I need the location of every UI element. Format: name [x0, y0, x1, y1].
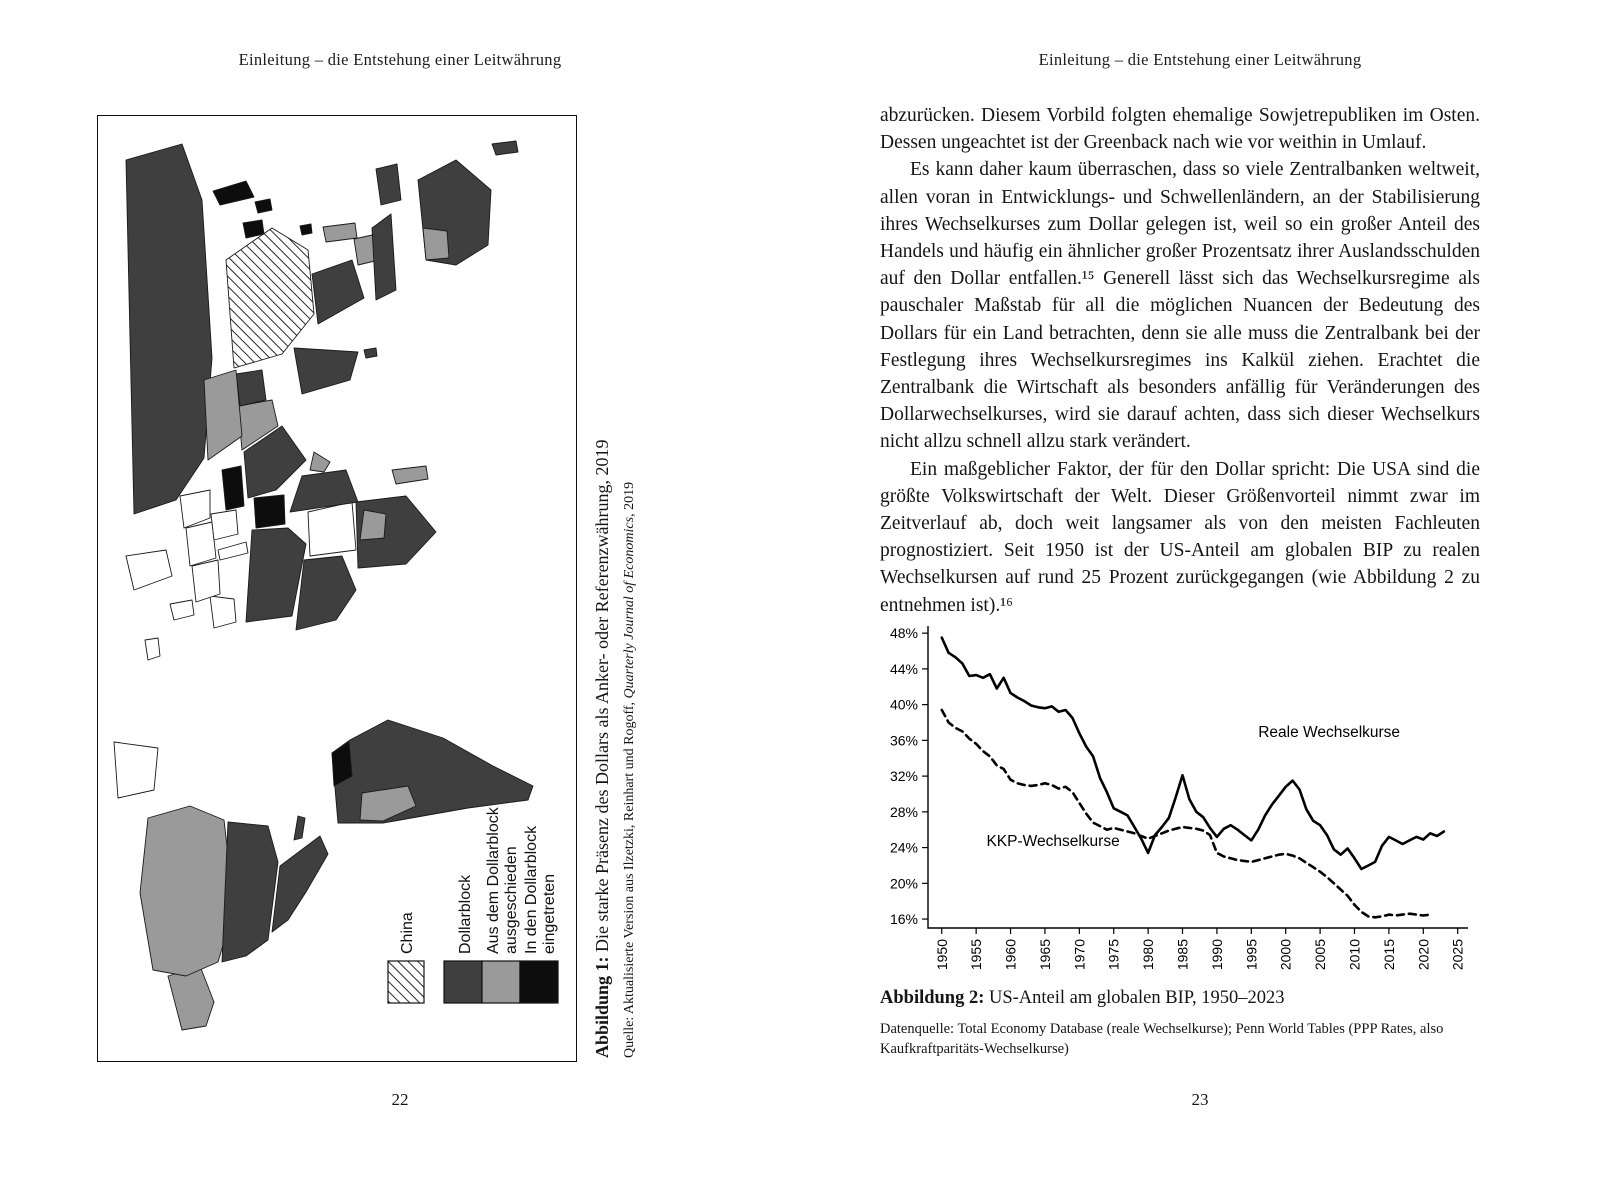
svg-text:2020: 2020 [1415, 939, 1432, 971]
map-central-europe [186, 522, 216, 566]
map-kazakhstan [204, 370, 242, 460]
page-number-right: 23 [1191, 1090, 1209, 1109]
map-iceland [145, 638, 160, 660]
map-caribbean [294, 816, 305, 840]
world-map [98, 116, 573, 1058]
figure-2-caption [880, 988, 1480, 1009]
map-italy [218, 542, 248, 560]
page-number-left: 22 [391, 1090, 409, 1109]
figure-2-caption-text: US-Anteil am globalen BIP, 1950–2023 [984, 988, 1285, 1008]
map-eastern-europe [180, 490, 210, 528]
legend-swatch-dollarblock [444, 961, 482, 1003]
svg-text:1970: 1970 [1071, 939, 1088, 971]
figure-2-source: Datenquelle: Total Economy Database (reale Wechselkurse); Penn World Tables (PPP Rates, also Kaufkraftparitäts-Wechselkurse) [880, 1021, 1444, 1057]
legend-label-eingetreten-1: In den Dollarblock [523, 825, 540, 954]
map-iberia [210, 596, 236, 628]
map-china-hatched [226, 228, 314, 368]
map-scandinavia [126, 550, 172, 590]
svg-text:1950: 1950 [933, 939, 950, 971]
map-greenland [114, 742, 158, 798]
map-southeast-asia [312, 260, 364, 324]
figure-1-caption-label: Abbildung 1: [592, 956, 612, 1058]
legend-label-ausgeschieden-1: Aus dem Dollarblock [485, 807, 502, 954]
map-new-zealand [492, 141, 518, 155]
svg-text:24%: 24% [889, 839, 918, 856]
map-horn-of-africa [310, 452, 330, 472]
map-west-africa [296, 556, 356, 630]
svg-text:1965: 1965 [1036, 939, 1053, 971]
svg-text:2015: 2015 [1380, 939, 1397, 971]
map-alaska [168, 966, 214, 1030]
svg-text:48%: 48% [889, 625, 918, 642]
paragraph-3: Ein maßgeblicher Faktor, der für den Dollar spricht: Die USA sind die größte Volkswirtschaft der Welt. Dieser Größenvorteil nimmt zwar im Zeitverlauf ab, doch weit langsamer als von den meisten Fachleuten prognostiziert. Seit 1950 ist der US-Anteil am globalen BIP zu realen Wechselkursen auf rund 25 Prozent zurückgegangen (wie Abbildung 2 zu entnehmen ist).¹⁶ [880, 458, 1480, 616]
map-sri-lanka [364, 348, 377, 358]
map-mexico [272, 836, 328, 932]
gdp-share-line-chart [876, 612, 1488, 984]
svg-text:44%: 44% [889, 660, 918, 677]
figure-2-chart [876, 612, 1488, 984]
svg-text:1960: 1960 [1002, 939, 1019, 971]
map-zambia [360, 510, 386, 540]
paragraph-2: Es kann daher kaum überraschen, dass so viele Zentralbanken weltweit, allen voran in Entwicklungs- und Schwellenländern, an der Stabilisierung ihres Wechselkurses zum Dollar gelegen ist, weil so ein großer Anteil des Handels und häufig ein ähnlicher großer Prozentsatz ihrer Auslandsschulden auf den Dollar entfallen.¹⁵ Generell lässt sich das Wechselkursregime als pauschaler Maßstab für all die möglichen Nuancen der Bedeutung des Dollars für ein Land betrachten, denn sie alle muss die Zentralbank bei der Festlegung ihres Wechselkursregimes ins Kalkül ziehen. Erachtet die Zentralbank die Wirtschaft als besonders anfällig für Veränderungen des Dollarwechselkurses, wird sie darauf achten, dass sich dieser Wechselkurs nicht allzu schnell allzu stark verändert. [880, 159, 1480, 453]
svg-text:2010: 2010 [1346, 939, 1363, 971]
map-legend [388, 806, 558, 1003]
svg-text:20%: 20% [889, 875, 918, 892]
svg-text:1995: 1995 [1243, 939, 1260, 971]
svg-text:40%: 40% [889, 696, 918, 713]
legend-label-eingetreten-2: eingetreten [541, 873, 558, 954]
svg-text:1985: 1985 [1174, 939, 1191, 971]
legend-label-china: China [399, 912, 416, 954]
figure-1-caption-text: Die starke Präsenz des Dollars als Anker- oder Referenzwährung, 2019 [592, 439, 612, 957]
figure-1-source: Quelle: Aktualisierte Version aus Ilzetzki, Reinhart und Rogoff, Quarterly Journal of Economics, 2019 [622, 481, 637, 1058]
map-australia-west [423, 228, 449, 260]
map-egypt [254, 495, 285, 528]
map-japan [213, 181, 254, 205]
svg-text:36%: 36% [889, 732, 918, 749]
page-right [800, 0, 1600, 1186]
svg-text:16%: 16% [889, 911, 918, 928]
svg-text:2025: 2025 [1449, 939, 1466, 971]
legend-swatch-china [388, 961, 424, 1003]
legend-label-dollarblock: Dollarblock [457, 874, 474, 954]
map-uk [170, 600, 194, 620]
figure-2-caption-label: Abbildung 2: [880, 988, 985, 1008]
map-canada [140, 806, 234, 976]
map-france [192, 560, 220, 602]
running-head-left: Einleitung – die Entstehung einer Leitwährung [238, 50, 562, 69]
map-japan-south [255, 199, 272, 213]
running-head-right: Einleitung – die Entstehung einer Leitwährung [1038, 50, 1362, 69]
map-philippines [323, 223, 357, 242]
paragraph-1: abzurücken. Diesem Vorbild folgten ehemalige Sowjetrepubliken im Osten. Dessen ungeachtet ist der Greenback nach wie vor weithin in Umlauf. [880, 105, 1480, 154]
svg-text:Reale Wechselkurse: Reale Wechselkurse [1258, 723, 1401, 741]
map-central-africa [308, 502, 356, 556]
map-usa [222, 822, 278, 962]
svg-text:1955: 1955 [968, 939, 985, 971]
map-russia [126, 144, 212, 514]
legend-swatch-ausgeschieden [482, 961, 520, 1003]
svg-text:2005: 2005 [1312, 939, 1329, 971]
figure-1-caption [592, 438, 638, 1058]
map-afghanistan [236, 370, 266, 406]
figure-1-map-frame [97, 115, 577, 1062]
svg-text:2000: 2000 [1277, 939, 1294, 971]
svg-text:KKP-Wechselkurse: KKP-Wechselkurse [986, 832, 1120, 850]
map-new-guinea [376, 164, 401, 205]
map-madagascar [392, 466, 428, 484]
map-india [294, 348, 358, 394]
svg-text:1980: 1980 [1140, 939, 1157, 971]
map-taiwan [300, 224, 312, 235]
map-indonesia [372, 214, 396, 300]
svg-text:1975: 1975 [1105, 939, 1122, 971]
svg-text:28%: 28% [889, 803, 918, 820]
legend-swatch-eingetreten [520, 961, 558, 1003]
map-turkey [222, 466, 244, 510]
body-text [880, 102, 1480, 619]
svg-text:1990: 1990 [1208, 939, 1225, 971]
map-balkans [211, 510, 238, 540]
legend-label-ausgeschieden-2: ausgeschieden [503, 846, 520, 954]
svg-text:32%: 32% [889, 768, 918, 785]
world-map-rotated [98, 116, 573, 1058]
map-north-africa [246, 528, 306, 622]
